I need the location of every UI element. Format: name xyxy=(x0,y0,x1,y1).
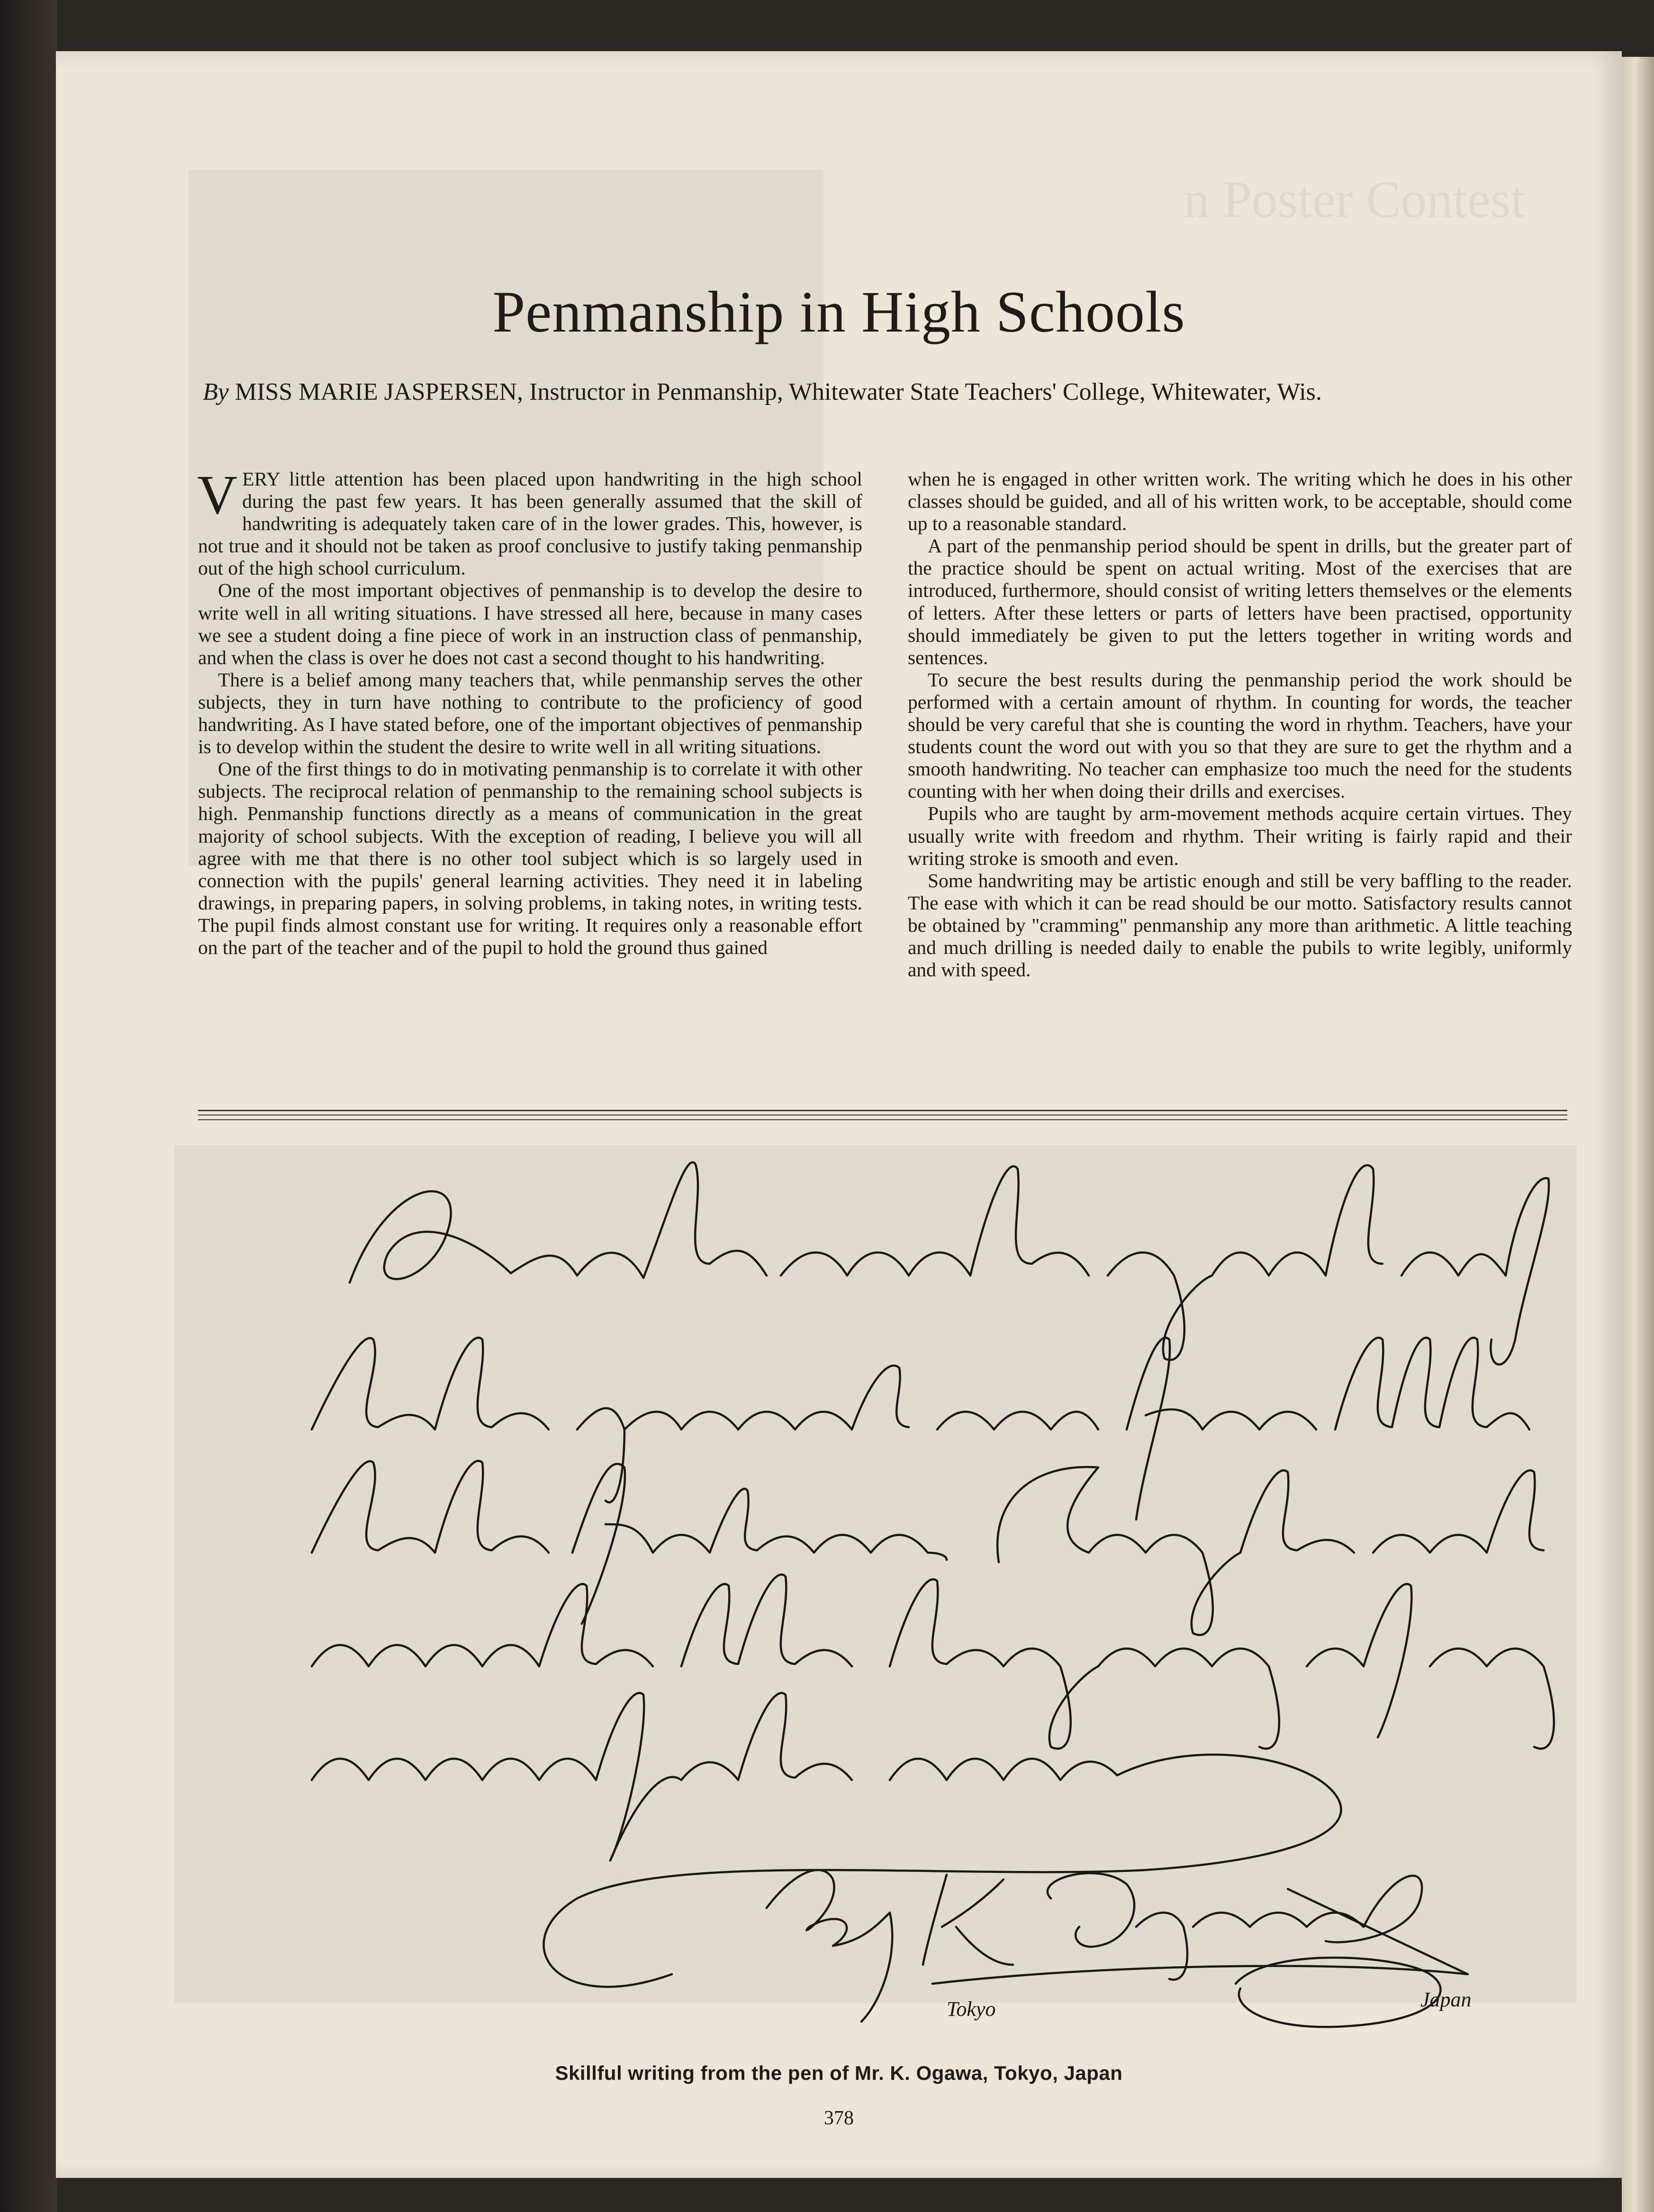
script-specimen-illustration xyxy=(56,51,1622,2178)
place-right-label: Japan xyxy=(1420,1988,1472,2011)
paragraph: when he is engaged in other written work. The writing which he does in his other classes should be guided, and all of his written work, to be acceptable, should come up to a reasonable standard. xyxy=(908,468,1572,535)
magazine-page xyxy=(56,51,1622,2178)
binding-shadow xyxy=(0,0,57,2212)
byline-prefix: By xyxy=(203,378,229,405)
paragraph: To secure the best results during the penmanship period the work should be performed with a certain amount of rhythm. In counting for words, the teacher should be very careful that she is counting the word in rhythm. Teachers, have your students count the word out with you so that they are sure to get the rhythm and a smooth handwriting. No teacher can emphasize too much the need for the students counting with her when doing their drills and exercises. xyxy=(908,668,1572,802)
paragraph: One of the first things to do in motivating penmanship is to correlate it with other subjects. The reciprocal relation of penmanship to the remaining school subjects is high. Penmanship functions directly as a means of communication in the great majority of school subjects. With the exception of reading, I believe you will all agree with me that there is no other tool subject which is so largely used in connection with the pupils' general learning activities. They need it in labeling drawings, in preparing papers, in solving problems, in taking notes, in writing tests. The pupil finds almost constant use for writing. It requires only a reasonable effort on the part of the teacher and of the pupil to hold the ground thus gained xyxy=(198,758,862,958)
drop-cap: V xyxy=(197,464,238,526)
place-left-label: Tokyo xyxy=(947,1997,996,2021)
byline-author: MISS MARIE JASPERSEN, Instructor in Penmanship, Whitewater State Teachers' College, Whitewater, Wis. xyxy=(235,378,1322,405)
show-through-text: n Poster Contest xyxy=(1184,171,1526,228)
paragraph: One of the most important objectives of penmanship is to develop the desire to write well in all writing situations. I have stressed all here, because in many cases we see a student doing a fine piece of work in an instruction class of penmanship, and when the class is over he does not cast a second thought to his handwriting. xyxy=(198,579,862,668)
paragraph: There is a belief among many teachers that, while penmanship serves the other subjects, they in turn have nothing to contribute to the proficiency of good handwriting. As I have stated before, one of the important objectives of penmanship is to develop within the student the desire to write well in all writing situations. xyxy=(198,668,862,758)
paragraph: VERY little attention has been placed upon handwriting in the high school during the past few years. It has been generally assumed that the skill of handwriting is adequately taken care of in the lower grades. This, however, is not true and it should not be taken as proof conclusive to justify taking penmanship out of the high school curriculum. xyxy=(197,464,862,579)
article-title: Penmanship in High Schools xyxy=(492,279,1185,344)
paragraph: Some handwriting may be artistic enough and still be very baffling to the reader. The ease with which it can be read should be our motto. Satisfactory results cannot be obtained by "cramming" penmanship any more than arithmetic. A little teaching and much drilling is needed daily to enable the pubils to write legibly, uniformly and with speed. xyxy=(908,869,1572,981)
paragraph: Pupils who are taught by arm-movement methods acquire certain virtues. They usually write with freedom and rhythm. Their writing is fairly rapid and their writing stroke is smooth and even. xyxy=(908,802,1572,869)
page-number: 378 xyxy=(824,2107,854,2129)
paragraph: A part of the penmanship period should be spent in drills, but the greater part of the practice should be spent on actual writing. Most of the exercises that are introduced, furthermore, should consist of writing letters themselves or the elements of letters. After these letters or parts of letters have been practised, opportunity should immediately be given to put the letters together in writing words and sentences. xyxy=(908,535,1572,668)
illustration-caption: Skillful writing from the pen of Mr. K. Ogawa, Tokyo, Japan xyxy=(555,2062,1123,2084)
next-page-edge xyxy=(1622,57,1654,2212)
